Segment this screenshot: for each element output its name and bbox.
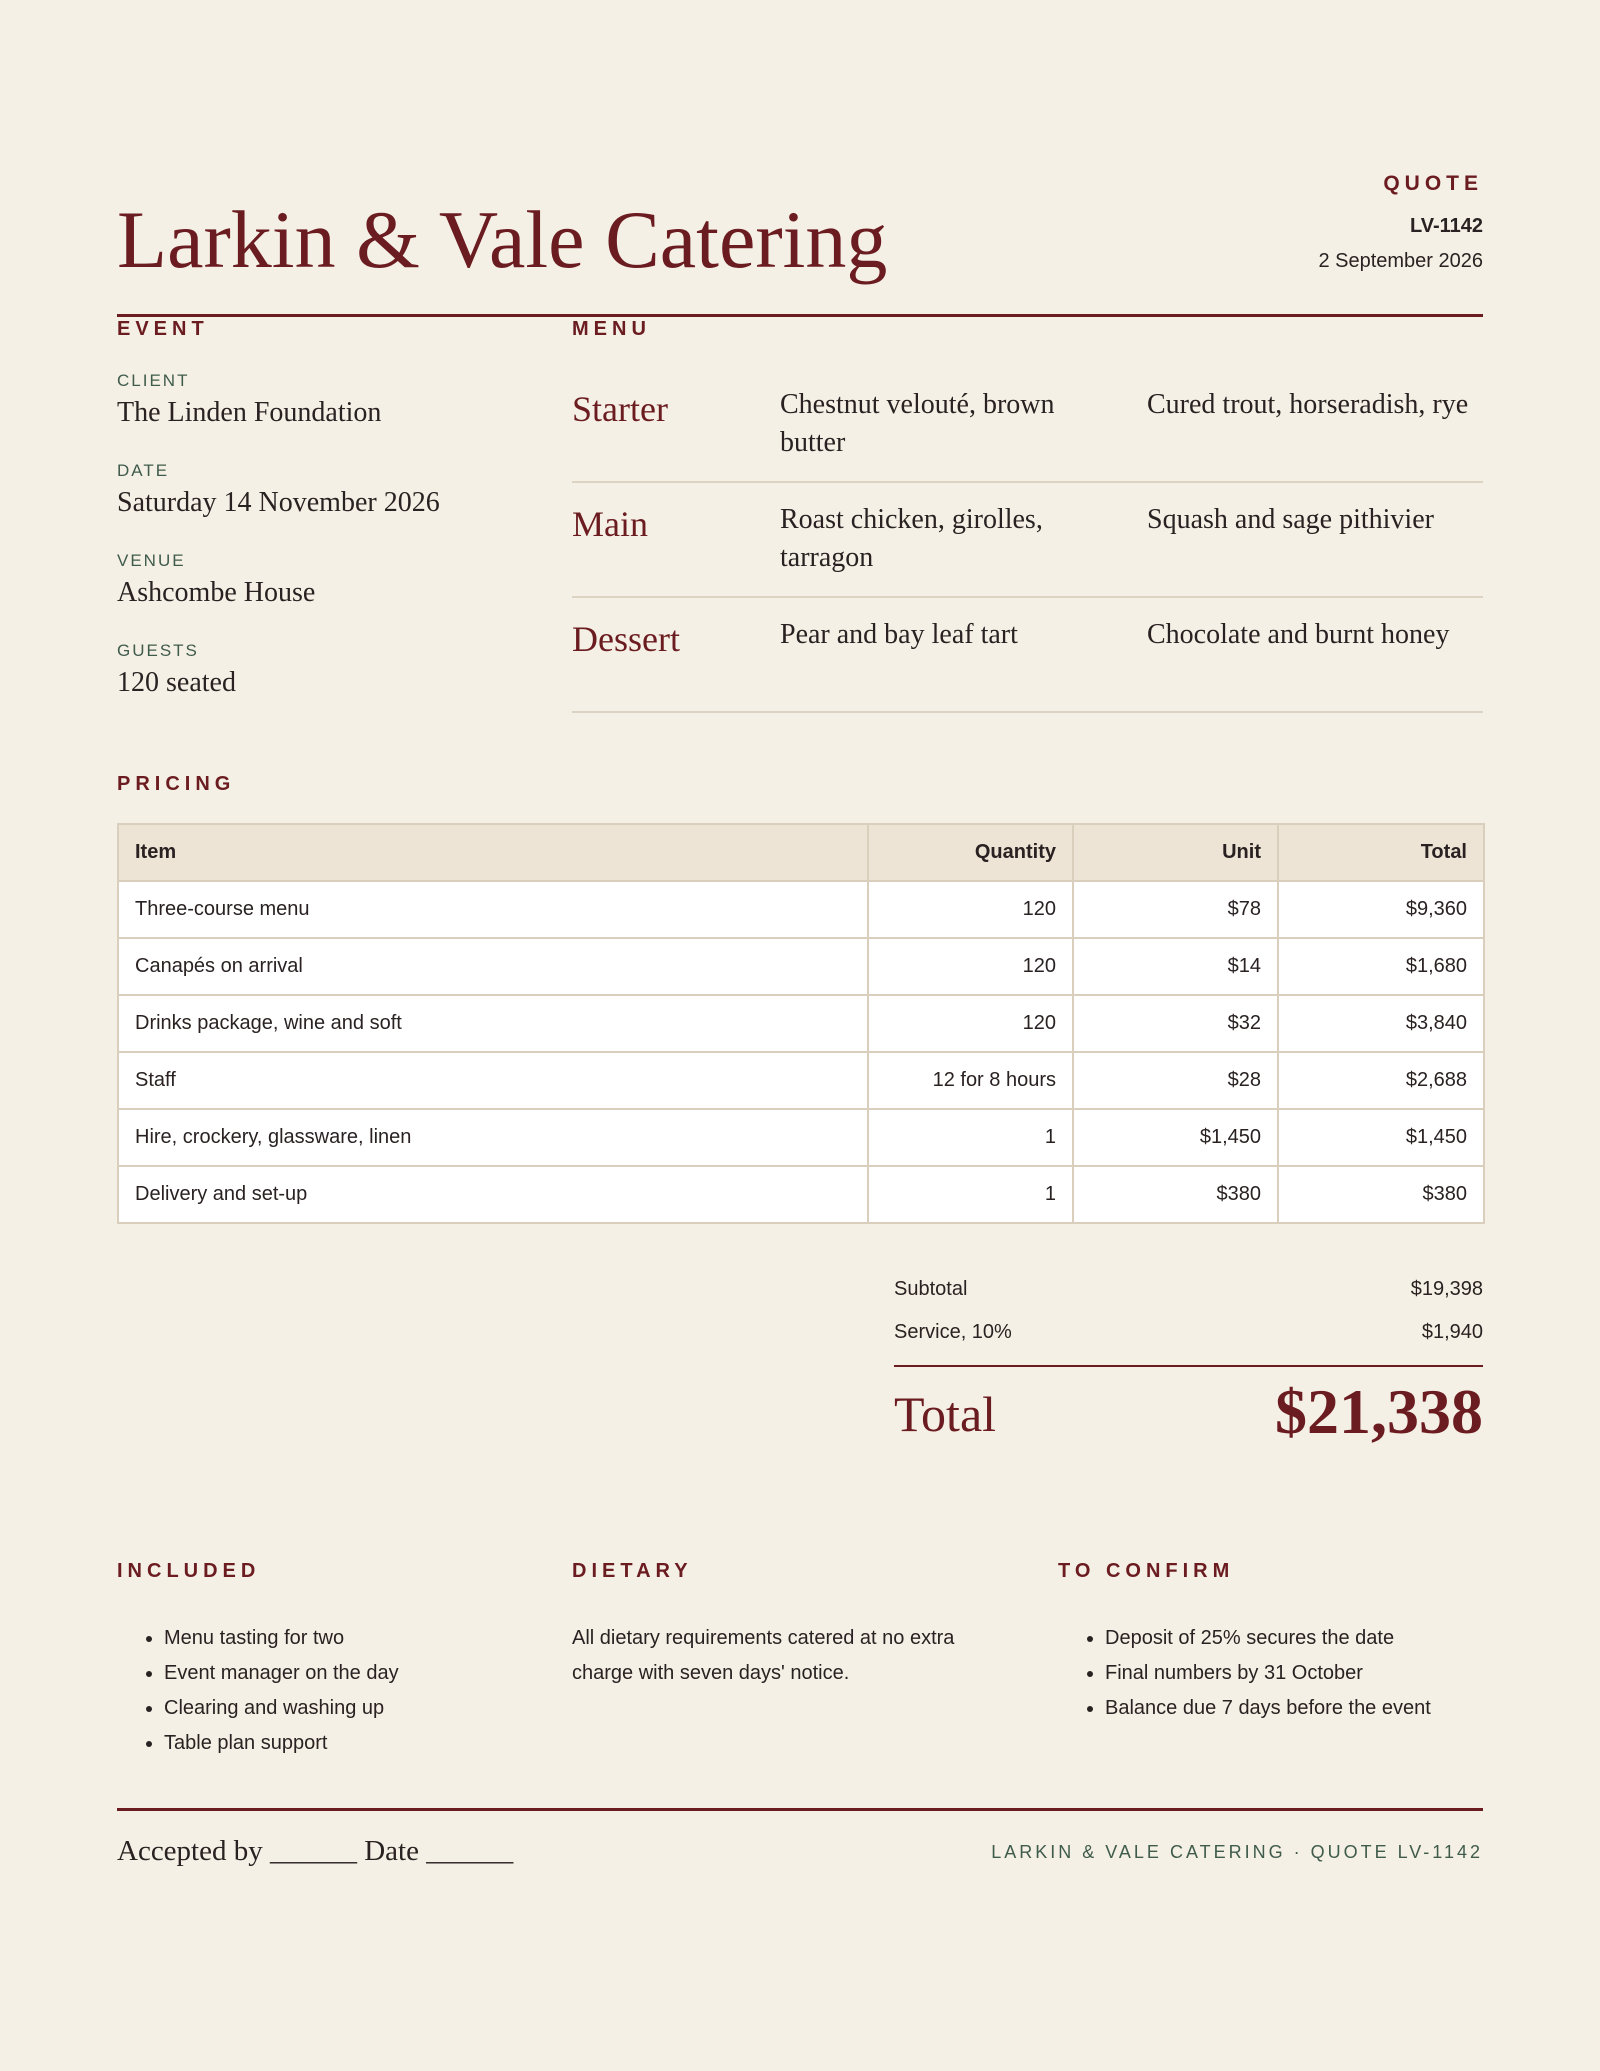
event-field-client [117, 368, 537, 458]
total-label: Total [894, 1386, 997, 1442]
cell-unit: $1,450 [1073, 1109, 1278, 1166]
event-section-label: EVENT [117, 318, 209, 340]
quote-meta [1318, 172, 1483, 276]
table-row [118, 1052, 1484, 1109]
course-option-1: Roast chicken, girolles, tarragon [780, 504, 1043, 573]
course-row-main [572, 483, 1483, 598]
course-option-1: Pear and bay leaf tart [780, 619, 1018, 650]
footer-divider [117, 1808, 1483, 1811]
field-key: CLIENT [117, 371, 190, 390]
course-option-2: Chocolate and burnt honey [1147, 619, 1450, 650]
event-field-venue [117, 548, 537, 638]
included-section-label: INCLUDED [117, 1560, 261, 1582]
footer-note: LARKIN & VALE CATERING · QUOTE LV-1142 [991, 1842, 1483, 1862]
pricing-table [117, 823, 1485, 1224]
cell-item: Three-course menu [118, 881, 868, 938]
company-title: Larkin & Vale Catering [117, 194, 888, 285]
list-item: • Final numbers by 31 October [1105, 1656, 1483, 1691]
column-header-total: Total [1278, 824, 1484, 881]
menu-section-label: MENU [572, 318, 651, 340]
service-row [894, 1313, 1483, 1356]
table-row [118, 995, 1484, 1052]
table-header-row [118, 824, 1484, 881]
table-row [118, 881, 1484, 938]
cell-quantity: 1 [868, 1109, 1073, 1166]
cell-total: $1,450 [1278, 1109, 1484, 1166]
course-row-starter [572, 368, 1483, 483]
cell-quantity: 120 [868, 938, 1073, 995]
field-value: Ashcombe House [117, 577, 316, 608]
cell-quantity: 120 [868, 995, 1073, 1052]
pricing-section-label: PRICING [117, 773, 236, 795]
cell-total: $9,360 [1278, 881, 1484, 938]
subtotal-row [894, 1270, 1483, 1313]
subtotal-value: $19,398 [1410, 1278, 1483, 1300]
course-option-2: Squash and sage pithivier [1147, 504, 1434, 535]
cell-unit: $78 [1073, 881, 1278, 938]
total-value: $21,338 [1275, 1376, 1483, 1447]
list-item: • Menu tasting for two [164, 1621, 537, 1656]
cell-unit: $14 [1073, 938, 1278, 995]
list-item: • Table plan support [164, 1726, 537, 1761]
cell-item: Canapés on arrival [118, 938, 868, 995]
to-confirm-list [1058, 1621, 1483, 1726]
field-value: 120 seated [117, 667, 236, 698]
cell-total: $1,680 [1278, 938, 1484, 995]
cell-total: $3,840 [1278, 995, 1484, 1052]
course-option-2: Cured trout, horseradish, rye [1147, 389, 1469, 420]
cell-item: Hire, crockery, glassware, linen [118, 1109, 868, 1166]
table-row [118, 1109, 1484, 1166]
service-value: $1,940 [1421, 1321, 1483, 1343]
column-header-quantity: Quantity [868, 824, 1073, 881]
cell-unit: $28 [1073, 1052, 1278, 1109]
field-key: GUESTS [117, 641, 199, 660]
cell-total: $2,688 [1278, 1052, 1484, 1109]
event-field-guests [117, 638, 537, 728]
included-list [117, 1621, 537, 1761]
acceptance-line: Accepted by ______ Date ______ [117, 1835, 514, 1867]
cell-item: Delivery and set-up [118, 1166, 868, 1223]
course-name: Main [572, 504, 648, 544]
column-header-unit: Unit [1073, 824, 1278, 881]
header-divider [117, 314, 1483, 317]
course-name: Dessert [572, 619, 680, 659]
course-option-1: Chestnut velouté, brown butter [780, 389, 1055, 458]
dietary-text: All dietary requirements catered at no extra charge with seven days' notice. [572, 1627, 955, 1684]
quote-date: 2 September 2026 [1318, 250, 1483, 272]
totals-summary [894, 1270, 1483, 1467]
grand-total-row [894, 1367, 1483, 1467]
list-item: • Event manager on the day [164, 1656, 537, 1691]
event-field-date [117, 458, 537, 548]
table-row [118, 1166, 1484, 1223]
included-section [117, 1560, 537, 1761]
list-item: • Clearing and washing up [164, 1691, 537, 1726]
course-name: Starter [572, 389, 668, 429]
cell-quantity: 12 for 8 hours [868, 1052, 1073, 1109]
to-confirm-section-label: TO CONFIRM [1058, 1560, 1235, 1582]
table-row [118, 938, 1484, 995]
cell-total: $380 [1278, 1166, 1484, 1223]
quote-label: QUOTE [1383, 172, 1483, 195]
event-details [117, 368, 537, 728]
menu-courses [572, 368, 1483, 713]
field-key: DATE [117, 461, 170, 480]
cell-unit: $32 [1073, 995, 1278, 1052]
course-row-dessert [572, 598, 1483, 713]
quote-document [117, 0, 1483, 2071]
subtotal-label: Subtotal [894, 1278, 968, 1300]
field-value: The Linden Foundation [117, 397, 382, 428]
quote-number: LV-1142 [1409, 215, 1483, 237]
cell-quantity: 120 [868, 881, 1073, 938]
list-item: • Deposit of 25% secures the date [1105, 1621, 1483, 1656]
service-label: Service, 10% [894, 1321, 1012, 1343]
dietary-section-label: DIETARY [572, 1560, 693, 1582]
cell-unit: $380 [1073, 1166, 1278, 1223]
field-key: VENUE [117, 551, 186, 570]
cell-quantity: 1 [868, 1166, 1073, 1223]
list-item: • Balance due 7 days before the event [1105, 1691, 1483, 1726]
cell-item: Staff [118, 1052, 868, 1109]
column-header-item: Item [118, 824, 868, 881]
dietary-section [572, 1560, 1012, 1691]
to-confirm-section [1058, 1560, 1483, 1726]
cell-item: Drinks package, wine and soft [118, 995, 868, 1052]
field-value: Saturday 14 November 2026 [117, 487, 440, 518]
